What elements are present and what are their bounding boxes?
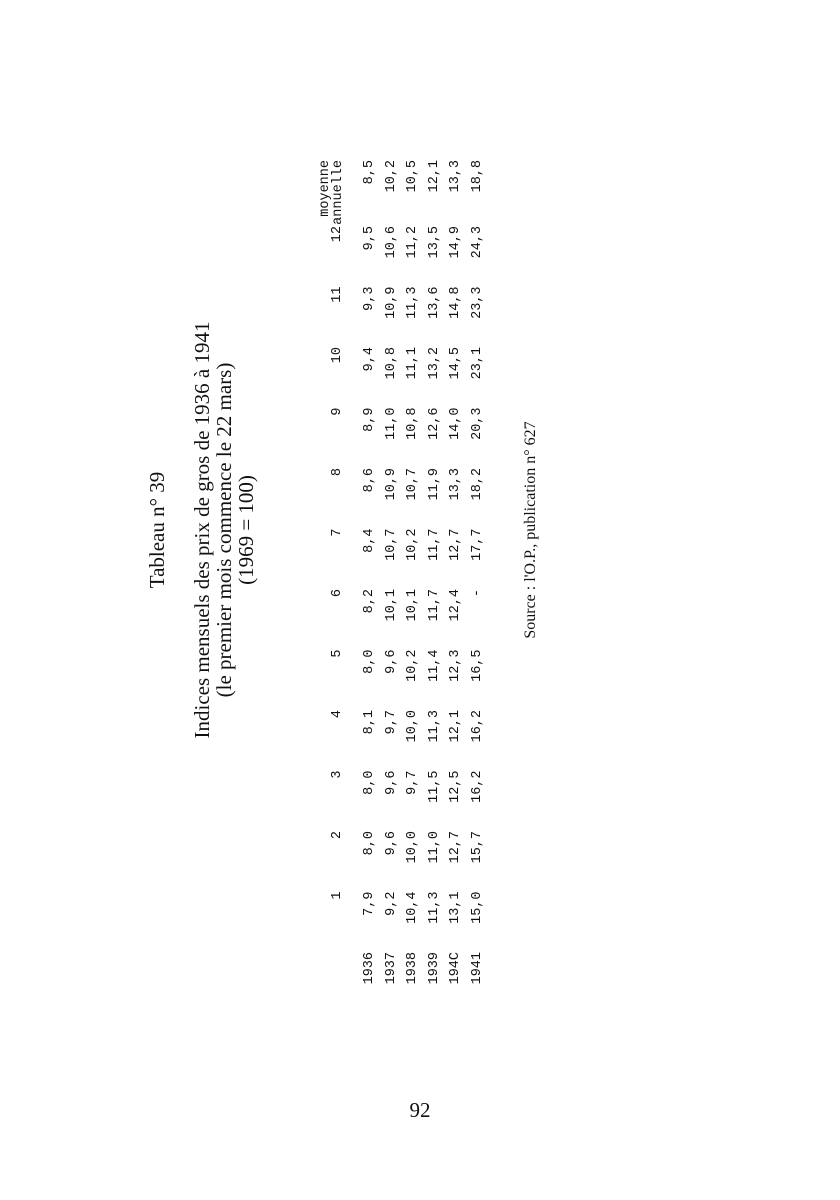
month-header: 3: [330, 770, 345, 779]
month-value-cell: 11,2: [405, 226, 421, 259]
page-number: 92: [409, 1098, 431, 1122]
month-value-cell: 14,5: [448, 347, 464, 380]
month-value-cell: 13,2: [426, 347, 442, 380]
annual-average-header-line-2: annuelle: [331, 160, 346, 225]
annual-average-cell: 12,1: [426, 160, 442, 193]
month-value-cell: 10,1: [405, 589, 421, 622]
month-value-cell: 8,4: [362, 528, 378, 553]
header-spacer: [345, 160, 359, 1000]
month-header: 5: [330, 649, 345, 658]
annual-average-cell: 8,5: [362, 160, 378, 185]
month-value-cell: 12,5: [448, 770, 464, 803]
month-value-cell: 15,0: [469, 891, 485, 924]
year-cell: 1939: [426, 952, 442, 985]
month-value-cell: 10,0: [405, 710, 421, 743]
month-value-cell: 15,7: [469, 831, 485, 864]
month-value-cell: 9,2: [383, 891, 399, 916]
month-value-cell: 16,2: [469, 770, 485, 803]
month-value-cell: 14,8: [448, 286, 464, 319]
annual-average-cell: 13,3: [448, 160, 464, 193]
month-value-cell: 9,6: [383, 831, 399, 856]
table-subtitle-line-2: (le premier mois commence le 22 mars): [212, 362, 236, 698]
month-header: 2: [330, 831, 345, 840]
month-value-cell: 10,4: [405, 891, 421, 924]
month-value-cell: 12,7: [448, 831, 464, 864]
month-value-cell: 9,6: [383, 770, 399, 795]
table-subtitle-line-1: Indices mensuels des prix de gros de 1936 à 1941: [190, 321, 214, 739]
month-value-cell: 8,2: [362, 589, 378, 614]
month-value-cell: 10,6: [383, 226, 399, 259]
month-value-cell: 10,8: [405, 407, 421, 440]
month-value-cell: 9,7: [405, 770, 421, 795]
month-value-cell: 7,9: [362, 891, 378, 916]
month-header: 11: [330, 286, 345, 303]
month-header: 6: [330, 589, 345, 598]
table-title: Tableau n° 39: [145, 471, 169, 589]
month-value-cell: 9,7: [383, 710, 399, 735]
month-value-cell: 17,7: [469, 528, 485, 561]
year-cell: 1938: [405, 952, 421, 985]
month-header: 8: [330, 468, 345, 477]
rotated-table-block: [120, 50, 539, 1010]
year-cell: 1937: [383, 952, 399, 985]
table-subtitle-line-3: (1969 = 100): [234, 475, 258, 585]
month-value-cell: 8,0: [362, 649, 378, 674]
month-value-cell: 9,3: [362, 286, 378, 311]
month-value-cell: 14,9: [448, 226, 464, 259]
month-value-cell: 12,1: [448, 710, 464, 743]
month-value-cell: 11,7: [426, 528, 442, 561]
month-value-cell: 11,1: [405, 347, 421, 380]
month-value-cell: 24,3: [469, 226, 485, 259]
month-value-cell: 18,2: [469, 468, 485, 501]
annual-average-cell: 10,5: [405, 160, 421, 193]
month-value-cell: 10,2: [405, 528, 421, 561]
month-value-cell: 8,0: [362, 770, 378, 795]
month-value-cell: 10,7: [383, 528, 399, 561]
month-value-cell: 11,3: [405, 286, 421, 319]
month-value-cell: 12,6: [426, 407, 442, 440]
table-row: [445, 160, 467, 1000]
month-value-cell: 9,4: [362, 347, 378, 372]
month-value-cell: 11,7: [426, 589, 442, 622]
month-value-cell: 11,0: [383, 407, 399, 440]
month-value-cell: 12,3: [448, 649, 464, 682]
table-row: [424, 160, 446, 1000]
table-row: [381, 160, 403, 1000]
month-value-cell: -: [469, 589, 485, 598]
month-value-cell: 11,4: [426, 649, 442, 682]
month-value-cell: 12,7: [448, 528, 464, 561]
month-value-cell: 8,6: [362, 468, 378, 493]
table-row: [467, 160, 489, 1000]
month-value-cell: 9,5: [362, 226, 378, 251]
table-row: [359, 160, 381, 1000]
table-header-row: [305, 160, 345, 1000]
month-header: 4: [330, 710, 345, 719]
month-value-cell: 13,1: [448, 891, 464, 924]
month-value-cell: 10,1: [383, 589, 399, 622]
month-header: 9: [330, 407, 345, 416]
month-header: 10: [330, 347, 345, 364]
price-index-table: [305, 160, 488, 1000]
annual-average-header-line-1: moyenne: [318, 160, 333, 217]
month-value-cell: 10,9: [383, 286, 399, 319]
month-value-cell: 9,6: [383, 649, 399, 674]
month-value-cell: 12,4: [448, 589, 464, 622]
month-value-cell: 16,2: [469, 710, 485, 743]
month-value-cell: 8,1: [362, 710, 378, 735]
month-value-cell: 13,5: [426, 226, 442, 259]
annual-average-cell: 10,2: [383, 160, 399, 193]
year-cell: 194C: [448, 952, 464, 985]
month-value-cell: 11,9: [426, 468, 442, 501]
month-header: 12: [330, 226, 345, 243]
month-value-cell: 10,9: [383, 468, 399, 501]
month-value-cell: 16,5: [469, 649, 485, 682]
month-value-cell: 13,3: [448, 468, 464, 501]
month-value-cell: 11,3: [426, 710, 442, 743]
month-value-cell: 20,3: [469, 407, 485, 440]
year-cell: 1936: [362, 952, 378, 985]
month-value-cell: 8,0: [362, 831, 378, 856]
month-value-cell: 10,7: [405, 468, 421, 501]
month-value-cell: 10,8: [383, 347, 399, 380]
annual-average-header: [305, 160, 345, 226]
month-value-cell: 23,3: [469, 286, 485, 319]
month-value-cell: 23,1: [469, 347, 485, 380]
month-value-cell: 11,0: [426, 831, 442, 864]
year-header: [305, 952, 345, 1000]
month-value-cell: 14,0: [448, 407, 464, 440]
annual-average-cell: 18,8: [469, 160, 485, 193]
table-row: [402, 160, 424, 1000]
year-cell: 1941: [469, 952, 485, 985]
month-value-cell: 10,0: [405, 831, 421, 864]
month-value-cell: 11,3: [426, 891, 442, 924]
month-value-cell: 10,2: [405, 649, 421, 682]
table-source: Source : l'O.P., publication n° 627: [522, 421, 539, 639]
month-header: 1: [330, 891, 345, 900]
month-value-cell: 13,6: [426, 286, 442, 319]
month-header: 7: [330, 528, 345, 537]
month-value-cell: 8,9: [362, 407, 378, 432]
month-value-cell: 11,5: [426, 770, 442, 803]
